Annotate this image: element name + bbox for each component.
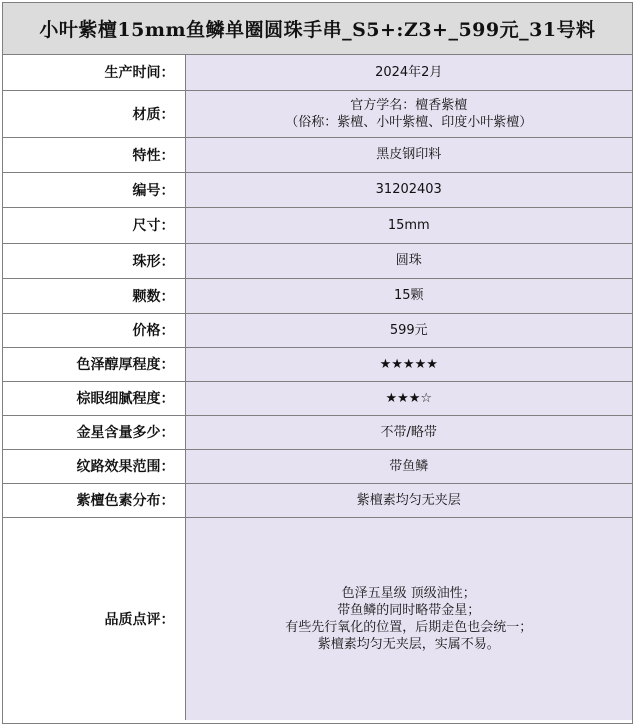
table-row	[3, 415, 632, 449]
row-value: 15颗	[185, 278, 632, 313]
table-row	[3, 381, 632, 415]
row-label: 价格：	[3, 313, 185, 347]
star-rating: ★★★☆	[385, 390, 433, 406]
table-row	[3, 243, 632, 278]
row-value: 色泽五星级 顶级油性； 带鱼鳞的同时略带金星； 有些先行氧化的位置，后期走色也会统一； 紫檀素均匀无夹层，实属不易。	[185, 517, 632, 720]
row-value: 599元	[185, 313, 632, 347]
table-row	[3, 449, 632, 483]
row-label: 棕眼细腻程度：	[3, 381, 185, 415]
row-value: 圆珠	[185, 243, 632, 278]
table-row	[3, 347, 632, 381]
product-spec-sheet	[2, 2, 633, 724]
row-label: 生产时间：	[3, 55, 185, 90]
table-row	[3, 313, 632, 347]
row-value: 带鱼鳞	[185, 449, 632, 483]
row-label: 编号：	[3, 172, 185, 207]
row-label: 紫檀色素分布：	[3, 483, 185, 517]
row-label: 尺寸：	[3, 207, 185, 243]
star-rating: ★★★★★	[379, 356, 438, 372]
row-label: 金星含量多少：	[3, 415, 185, 449]
table-row	[3, 137, 632, 172]
row-value: 2024年2月	[185, 55, 632, 90]
row-value	[185, 381, 632, 415]
sheet-title: 小叶紫檀15mm鱼鳞单圈圆珠手串_S5+:Z3+_599元_31号料	[3, 3, 632, 55]
row-value: 15mm	[185, 207, 632, 243]
table-row	[3, 172, 632, 207]
table-row	[3, 278, 632, 313]
row-label: 品质点评：	[3, 517, 185, 720]
row-value: 官方学名：檀香紫檀 （俗称：紫檀、小叶紫檀、印度小叶紫檀）	[185, 90, 632, 137]
row-value: 不带/略带	[185, 415, 632, 449]
table-row	[3, 90, 632, 137]
row-label: 材质：	[3, 90, 185, 137]
row-label: 特性：	[3, 137, 185, 172]
table-row	[3, 207, 632, 243]
row-value	[185, 347, 632, 381]
row-label: 颗数：	[3, 278, 185, 313]
row-label: 纹路效果范围：	[3, 449, 185, 483]
row-value: 31202403	[185, 172, 632, 207]
table-row	[3, 55, 632, 90]
spec-table	[3, 55, 632, 720]
row-value: 紫檀素均匀无夹层	[185, 483, 632, 517]
row-label: 色泽醇厚程度：	[3, 347, 185, 381]
table-row	[3, 483, 632, 517]
table-row	[3, 517, 632, 720]
row-value: 黑皮钢印料	[185, 137, 632, 172]
row-label: 珠形：	[3, 243, 185, 278]
